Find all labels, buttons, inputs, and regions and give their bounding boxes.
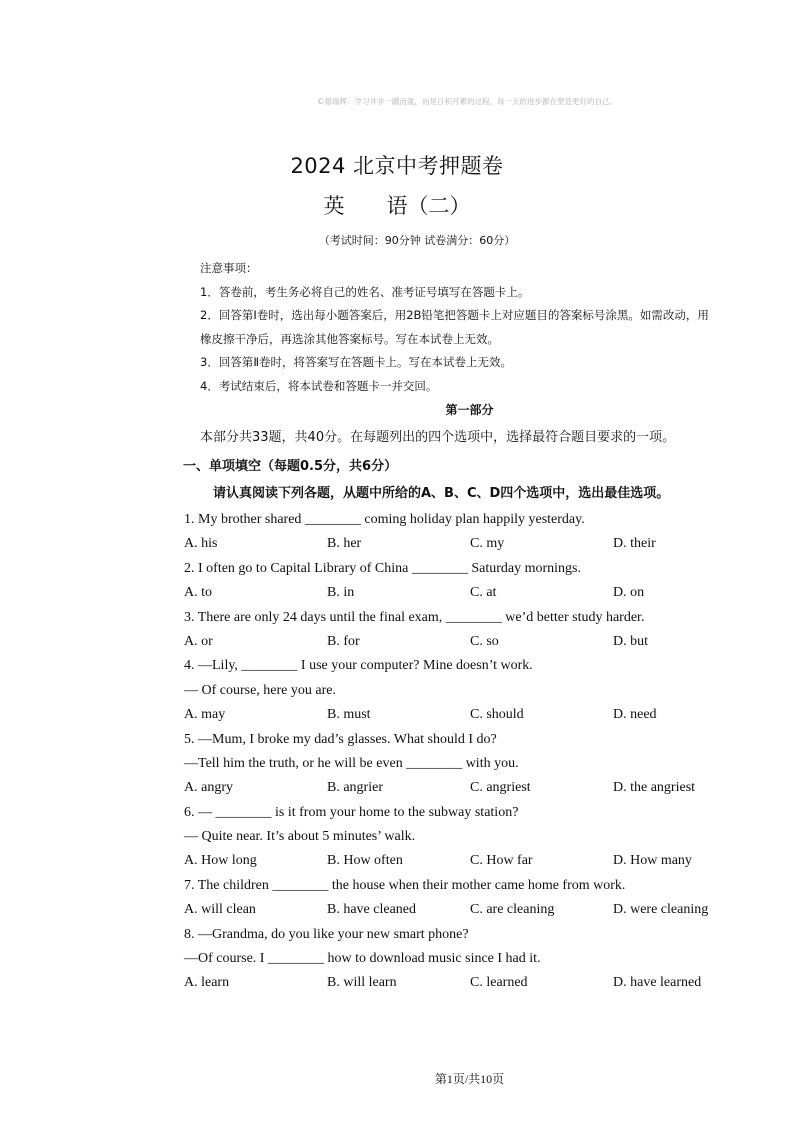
option-a: A. his: [184, 536, 218, 552]
option-a: A. angry: [184, 780, 233, 796]
option-a: A. How long: [184, 853, 257, 869]
question-stem: 1. My brother shared ________ coming holiday plan happily yesterday.: [184, 512, 585, 527]
option-a: A. to: [184, 585, 212, 601]
section-instruction: 请认真阅读下列各题，从题中所给的A、B、C、D四个选项中，选出最佳选项。: [213, 486, 670, 501]
question-dialogue-line: — Of course, here you are.: [184, 682, 336, 698]
notes-item: 1．答卷前，考生务必将自己的姓名、准考证号填写在答题卡上。: [200, 284, 530, 299]
notes-item: 橡皮擦干净后，再选涂其他答案标号。写在本试卷上无效。: [200, 331, 499, 346]
question-stem: 7. The children ________ the house when their mother came home from work.: [184, 877, 626, 893]
question-stem: 4. —Lily, ________ I use your computer? Mine doesn’t work.: [184, 658, 533, 674]
question-stem: 3. There are only 24 days until the final exam, ________ we’d better study harder.: [184, 609, 645, 625]
notes-item: 3．回答第Ⅱ卷时，将答案写在答题卡上。写在本试卷上无效。: [200, 355, 512, 369]
option-d: D. have learned: [613, 975, 702, 991]
option-c: C. should: [470, 707, 524, 723]
page-footer: 第1页/共10页: [434, 1072, 505, 1086]
question-dialogue-line: — Quite near. It’s about 5 minutes’ walk.: [184, 829, 416, 845]
option-a: A. learn: [184, 975, 230, 991]
question-options: [184, 581, 764, 605]
question-options: [184, 849, 764, 873]
option-b: B. have cleaned: [327, 902, 417, 918]
option-c: C. at: [470, 585, 497, 601]
question-dialogue-line: —Tell him the truth, or he will be even ________ with you.: [184, 755, 519, 771]
option-b: B. will learn: [327, 975, 397, 991]
header-note: ©德瑞辉：学习并非一蹴而就，而是日积月累的过程，每一天的进步都在塑造更好的自己。: [317, 97, 617, 106]
question-options: [184, 703, 764, 727]
question-options: [184, 532, 764, 556]
option-a: A. may: [184, 707, 226, 723]
question-options: [184, 776, 764, 800]
option-c: C. so: [470, 633, 499, 649]
option-a: A. will clean: [184, 902, 256, 918]
notes-item: 4．考试结束后，将本试卷和答题卡一并交回。: [200, 378, 438, 393]
option-b: B. for: [327, 633, 360, 649]
exam-subtitle: 英 语（二）: [323, 194, 471, 218]
option-d: D. on: [613, 585, 645, 601]
notes-heading: 注意事项：: [200, 261, 258, 275]
question-stem: 8. —Grandma, do you like your new smart phone?: [184, 926, 469, 942]
option-b: B. her: [327, 536, 362, 552]
option-d: D. the angriest: [613, 780, 696, 796]
option-d: D. but: [613, 633, 648, 649]
exam-time: （考试时间：90分钟 试卷满分：60分）: [318, 234, 516, 247]
option-c: C. my: [470, 536, 505, 552]
question-options: [184, 630, 764, 654]
option-b: B. in: [327, 585, 355, 601]
option-a: A. or: [184, 633, 213, 649]
question-stem: 5. —Mum, I broke my dad’s glasses. What should I do?: [184, 731, 497, 747]
exam-title: 2024 北京中考押题卷: [290, 154, 504, 178]
question-dialogue-line: —Of course. I ________ how to download music since I had it.: [184, 951, 541, 967]
option-d: D. need: [613, 707, 657, 723]
option-c: C. How far: [470, 853, 533, 869]
part-title: 第一部分: [445, 403, 494, 417]
section-title: 一、单项填空（每题0.5分，共6分）: [183, 459, 398, 474]
question-stem: 6. — ________ is it from your home to the subway station?: [184, 804, 519, 820]
question-options: [184, 971, 764, 995]
notes-block: [200, 257, 755, 398]
question-list: [184, 508, 764, 996]
option-b: B. angrier: [327, 780, 383, 796]
option-c: C. are cleaning: [470, 902, 555, 918]
option-b: B. How often: [327, 853, 403, 869]
option-d: D. were cleaning: [613, 902, 709, 918]
option-d: D. How many: [613, 853, 692, 869]
option-b: B. must: [327, 707, 371, 723]
question-stem: 2. I often go to Capital Library of China ________ Saturday mornings.: [184, 560, 581, 576]
notes-item: 2．回答第Ⅰ卷时，选出每小题答案后，用2B铅笔把答题卡上对应题目的答案标号涂黑。如需改动，用: [200, 308, 709, 322]
question-options: [184, 898, 764, 922]
option-c: C. angriest: [470, 780, 531, 796]
option-d: D. their: [613, 536, 656, 552]
part-intro: 本部分共33题，共40分。在每题列出的四个选项中，选择最符合题目要求的一项。: [200, 430, 676, 445]
option-c: C. learned: [470, 975, 528, 991]
